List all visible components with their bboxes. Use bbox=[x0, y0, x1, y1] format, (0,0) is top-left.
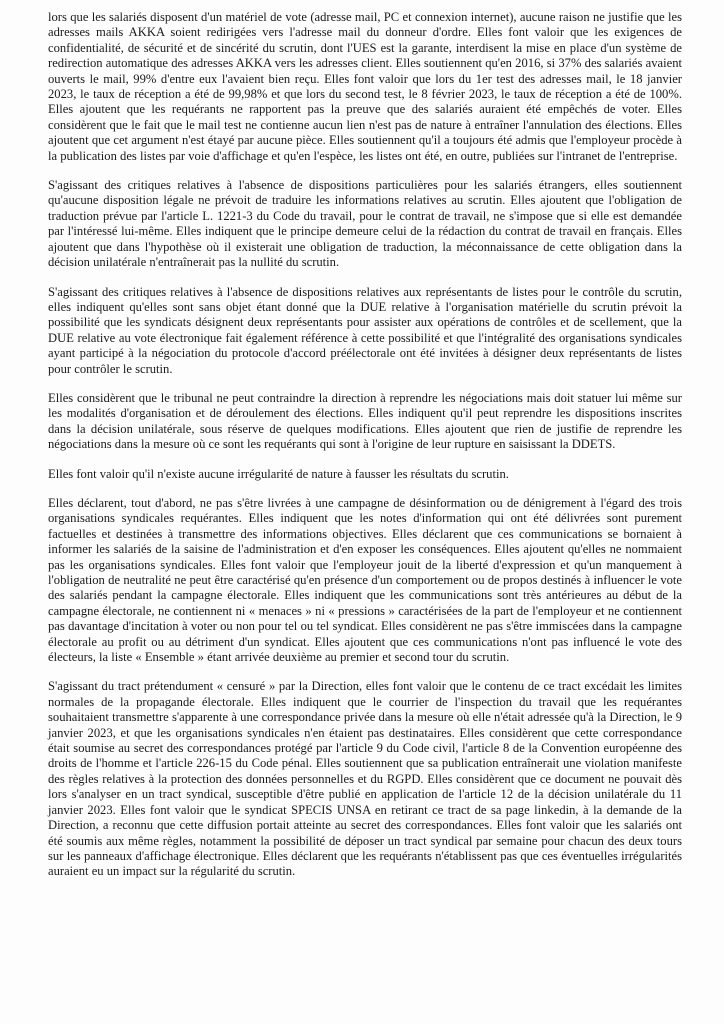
paragraph-voting-email-redirection: lors que les salariés disposent d'un matériel de vote (adresse mail, PC et connexion internet), aucune raison ne justifie que les adresses mails AKKA soient redirigées vers l'adresse mail du donneur d'ordre. Elles font valoir que les exigences de confidentialité, de sécurité et de sincérité du scrutin, dont l'UES est la garante, interdisent la mise en place d'un système de redirection automatique des adresses AKKA vers les adresses client. Elles soutiennent qu'en 2016, si 37% des salariés avaient ouverts le mail, 99% d'entre eux l'avaient bien reçu. Elles font valoir que lors du 1er test des adresses mail, le 18 janvier 2023, le taux de réception a été de 99,98% et que lors du second test, le 8 février 2023, le taux de réception a été de 100%. Elles ajoutent que les requérants ne rapportent pas la preuve que des salariés auraient été empêchés de voter. Elles considèrent que le fait que le mail test ne contienne aucun lien n'est pas de nature à entraîner l'annulation des élections. Elles ajoutent que cet argument n'est étayé par aucune pièce. Elles soutiennent qu'il a toujours été admis que l'employeur procède à la publication des listes par voie d'affichage et qu'en l'espèce, les listes ont été, en outre, publiées sur l'intranet de l'entreprise. bbox=[48, 10, 682, 163]
paragraph-censored-tract: S'agissant du tract prétendument « censuré » par la Direction, elles font valoir que le contenu de ce tract excédait les limites normales de la propagande électorale. Elles indiquent que le courrier de l'inspection du travail que les requérantes souhaitaient transmettre s'apparente à une correspondance privée dans la mesure où elle n'était adressée qu'à la Direction, le 9 janvier 2023, et que les organisations syndicales n'en étaient pas destinataires. Elles considèrent que cette correspondance était soumise au secret des correspondances protégé par l'article 9 du Code civil, l'article 8 de la Convention européenne des droits de l'homme et l'article 226-15 du Code pénal. Elles soutiennent que sa publication entraînerait une violation manifeste des règles relatives à la protection des données personnelles et du RGPD. Elles considèrent que ce document ne pouvait dès lors s'analyser en un tract syndical, susceptible d'être publié en application de l'article 12 de la décision unilatérale du 11 janvier 2023. Elles font valoir que le syndicat SPECIS UNSA en retirant ce tract de sa page linkedin, à la demande de la Direction, a reconnu que cette diffusion portait atteinte au secret des correspondances. Elles font valoir que les salariés ont été soumis aux même règles, notamment la possibilité de déposer un tract syndical par semaine pour chacun des deux tours sur les panneaux d'affichage électronique. Elles déclarent que les requérants n'établissent pas que ces éventuelles irrégularités auraient eu un impact sur la régularité du scrutin. bbox=[48, 679, 682, 879]
paragraph-list-representatives: S'agissant des critiques relatives à l'absence de dispositions relatives aux représentants de listes pour le contrôle du scrutin, elles indiquent qu'elles sont sans objet étant donné que la DUE relative à l'organisation matérielle du scrutin prévoit la possibilité que les syndicats désignent deux représentants pour assister aux opérations de contrôles et de scellement, que la DUE relative au vote électronique fait également référence à cette possibilité et que l'intégralité des organisations syndicales ayant participé à la négociation du protocole d'accord préélectorale ont été invitées à désigner deux représentants de listes pour contrôler le scrutin. bbox=[48, 284, 682, 376]
document-body bbox=[48, 10, 682, 893]
paragraph-foreign-employees-translation: S'agissant des critiques relatives à l'absence de dispositions particulières pour les salariés étrangers, elles soutiennent qu'aucune disposition légale ne prévoit de traduire les informations relatives au scrutin. Elles ajoutent que l'obligation de traduction prévue par l'article L. 1221-3 du Code du travail, pour le contrat de travail, ne s'impose que si elle est demandée par l'intéressé lui-même. Elles indiquent que le principe demeure celui de la rédaction du contrat de travail en français. Elles ajoutent que dans l'hypothèse où il existerait une obligation de traduction, la méconnaissance de cette obligation dans la décision unilatérale n'entraînerait pas la nullité du scrutin. bbox=[48, 178, 682, 270]
paragraph-disinformation-campaign: Elles déclarent, tout d'abord, ne pas s'être livrées à une campagne de désinformation ou de dénigrement à l'égard des trois organisations syndicales requérantes. Elles indiquent que les notes d'information qui ont été délivrées sont purement factuelles et destinées à transmettre des informations objectives. Elles déclarent que ces communications se bornaient à informer les salariés de la saisine de l'administration et d'en exposer les conséquences. Elles ajoutent qu'elles ne nommaient pas les organisations syndicales. Elles font valoir que l'employeur jouit de la liberté d'expression et qu'un manquement à l'obligation de neutralité ne peut être caractérisé qu'en présence d'un comportement ou de propos destinés à influencer le vote des salariés pendant la campagne électorale. Elles indiquent que les communications sont très antérieures au début de la campagne électorale, ne contiennent ni « menaces » ni « pressions » caractérisées de la part de l'employeur et ne contiennent pas davantage d'incitation à voter ou non pour tel ou tel syndicat. Elles considèrent ne pas s'être immiscées dans la campagne électorale au profit ou au détriment d'un syndicat. Elles ajoutent que ces communications n'ont pas influencé le vote des électeurs, la liste « Ensemble » étant arrivée deuxième au premier et second tour du scrutin. bbox=[48, 495, 682, 665]
paragraph-no-irregularity: Elles font valoir qu'il n'existe aucune irrégularité de nature à fausser les résultats du scrutin. bbox=[48, 466, 509, 481]
paragraph-negotiations: Elles considèrent que le tribunal ne peut contraindre la direction à reprendre les négociations mais doit statuer lui même sur les modalités d'organisation et de déroulement des élections. Elles indiquent qu'il peut reprendre les dispositions inscrites dans la décision unilatérale, sous réserve de quelques modifications. Elles ajoutent que rien de justifie de reprendre les négociations dans la mesure où ce sont les requérants qui sont à l'origine de leur rupture en saisissant la DDETS. bbox=[48, 390, 682, 452]
